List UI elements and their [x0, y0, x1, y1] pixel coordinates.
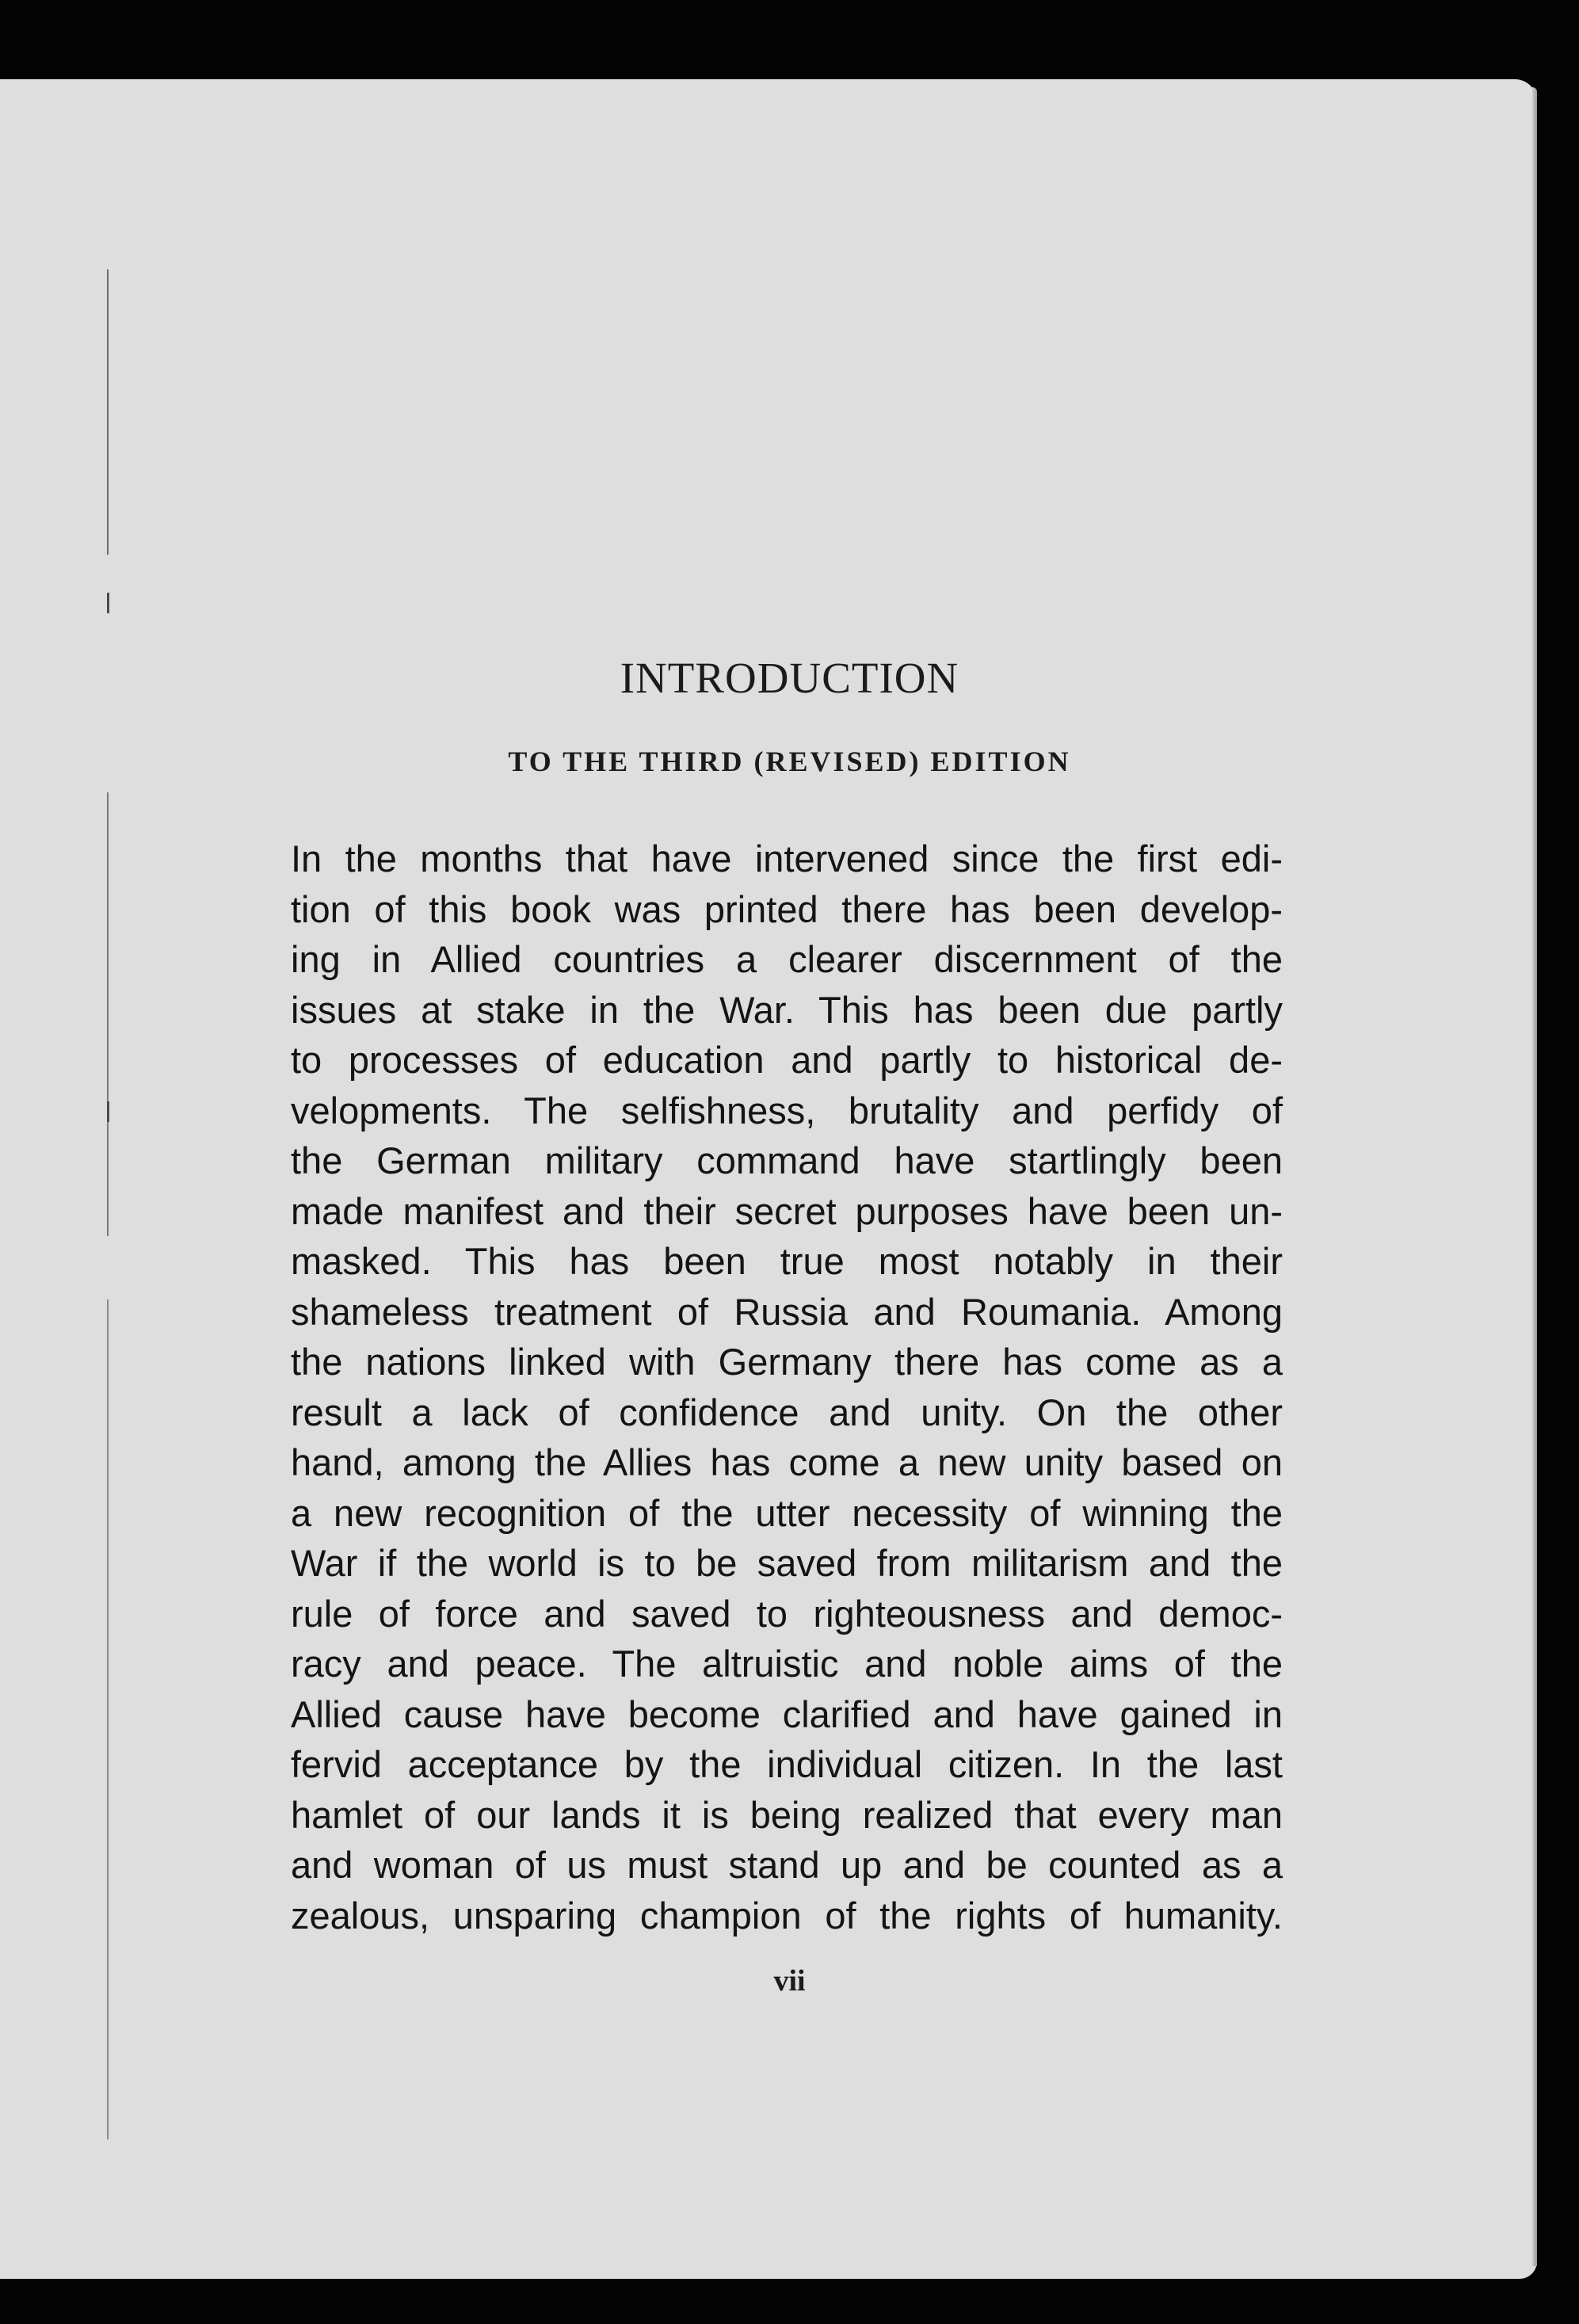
text-line: issues at stake in the War. This has been due partly — [291, 988, 1283, 1031]
text-line: hand, among the Allies has come a new unity based on — [291, 1441, 1283, 1483]
text-line: velopments. The selfishness, brutality and perfidy of — [291, 1089, 1283, 1131]
text-line: zealous, unsparing champion of the rights of humanity. — [291, 1894, 1283, 1937]
text-line: tion of this book was printed there has been develop- — [291, 887, 1283, 930]
body-paragraph — [291, 834, 1283, 1940]
page-edge — [1532, 87, 1537, 2266]
margin-mark — [107, 1299, 109, 2139]
text-line: the nations linked with Germany there has come as a — [291, 1341, 1283, 1383]
text-line: to processes of education and partly to historical de- — [291, 1039, 1283, 1081]
margin-mark — [107, 269, 109, 555]
text-line: In the months that have intervened since the first edi- — [291, 838, 1283, 880]
page-title: INTRODUCTION — [620, 654, 959, 702]
margin-mark — [107, 593, 109, 613]
text-line: ing in Allied countries a clearer discernment of the — [291, 938, 1283, 980]
margin-mark — [107, 792, 109, 1236]
text-line: made manifest and their secret purposes have been un- — [291, 1189, 1283, 1232]
text-line: War if the world is to be saved from militarism and the — [291, 1542, 1283, 1584]
text-line: hamlet of our lands it is being realized that every man — [291, 1793, 1283, 1836]
margin-mark — [107, 1101, 109, 1122]
text-line: rule of force and saved to righteousness and democ- — [291, 1592, 1283, 1635]
text-line: the German military command have startlingly been — [291, 1139, 1283, 1181]
text-line: Allied cause have become clarified and have gained in — [291, 1692, 1283, 1735]
text-line: fervid acceptance by the individual citizen. In the last — [291, 1743, 1283, 1785]
text-line: and woman of us must stand up and be counted as a — [291, 1844, 1283, 1886]
page-number: vii — [773, 1964, 806, 1998]
text-line: racy and peace. The altruistic and noble aims of the — [291, 1643, 1283, 1685]
text-line: result a lack of confidence and unity. On the other — [291, 1391, 1283, 1433]
text-line: masked. This has been true most notably in their — [291, 1240, 1283, 1282]
page-subtitle: TO THE THIRD (REVISED) EDITION — [508, 746, 1071, 777]
text-line: shameless treatment of Russia and Roumania. Among — [291, 1290, 1283, 1333]
text-line: a new recognition of the utter necessity of winning the — [291, 1491, 1283, 1534]
